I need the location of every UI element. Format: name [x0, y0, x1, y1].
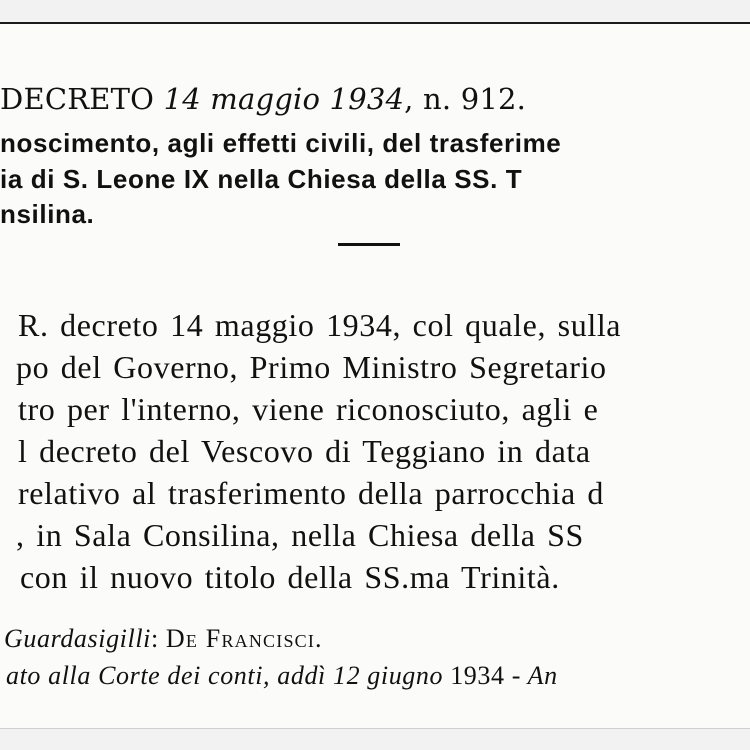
signature-colon: :	[150, 624, 166, 653]
signature-line	[4, 624, 323, 654]
body-line-5: relativo al trasferimento della parrocchia d	[18, 475, 605, 511]
subject-line-1: noscimento, agli effetti civili, del trasferime	[0, 128, 562, 158]
signature-name: De Francisci.	[165, 624, 323, 653]
registration-year: 1934	[450, 661, 505, 690]
registration-text: ato alla Corte dei conti, addì 12 giugno	[6, 661, 451, 690]
section-divider	[338, 243, 400, 246]
heading-date: 14 maggio 1934	[163, 82, 405, 116]
registration-tail: - An	[504, 661, 558, 690]
subject-line-2: ia di S. Leone IX nella Chiesa della SS. T	[0, 164, 523, 194]
subject-line-3: nsilina.	[0, 199, 95, 229]
body-line-3: tro per l'interno, viene riconosciuto, agli e	[18, 391, 599, 427]
body-line-7: con il nuovo titolo della SS.ma Trinità.	[20, 559, 560, 595]
body-line-1: R. decreto 14 maggio 1934, col quale, sulla	[18, 307, 622, 343]
body-line-6: , in Sala Consilina, nella Chiesa della SS	[16, 517, 584, 553]
heading-prefix: DECRETO	[0, 82, 164, 116]
heading-number: , n. 912.	[404, 82, 527, 116]
decree-heading	[0, 82, 526, 116]
scan-bottom-edge	[0, 728, 750, 750]
body-line-4: l decreto del Vescovo di Teggiano in data	[18, 433, 591, 469]
signature-role: Guardasigilli	[4, 624, 151, 653]
body-line-2: po del Governo, Primo Ministro Segretario	[16, 349, 607, 385]
registration-line	[6, 661, 558, 691]
scan-top-edge	[0, 0, 750, 24]
